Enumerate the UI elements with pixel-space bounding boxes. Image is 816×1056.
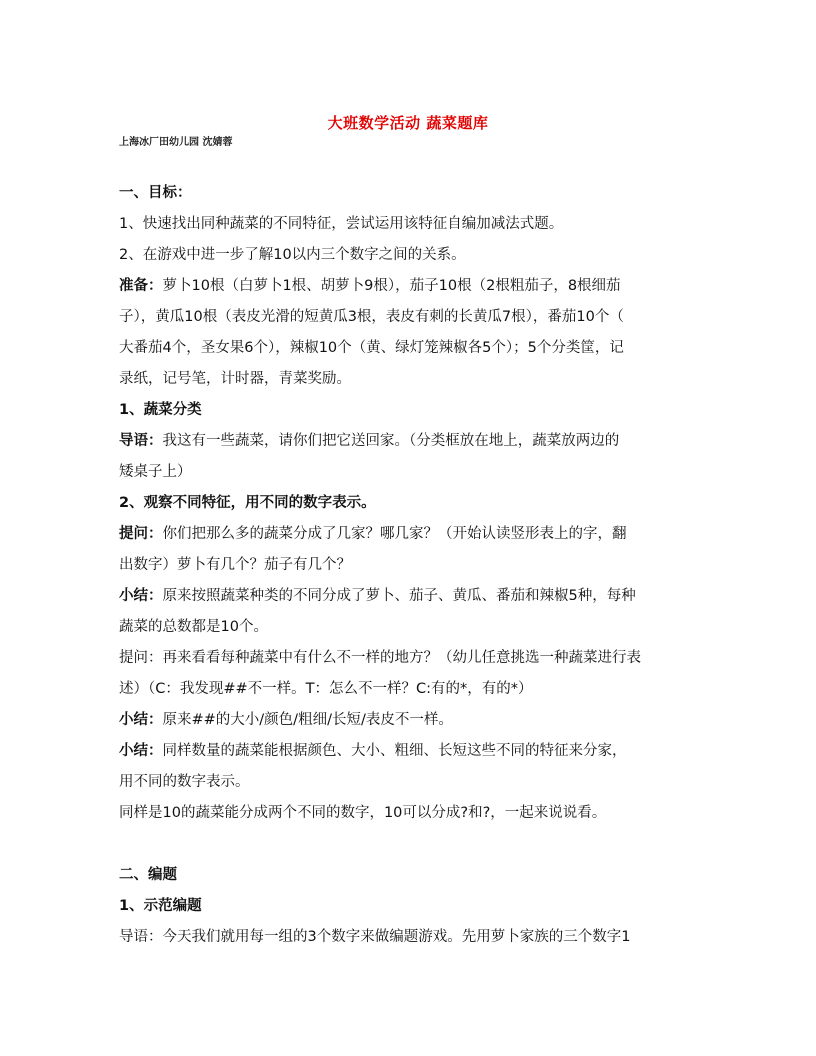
author-line: 上海冰厂田幼儿园 沈婧蓉 [119,137,233,148]
bold-lead: 提问： [119,526,163,542]
line-text: 子），黄瓜10根（表皮光滑的短黄瓜3根，表皮有刺的长黄瓜7根），番茄10个（ [119,309,624,325]
bold-lead: 二、编题 [119,867,177,883]
blank-line [119,829,699,860]
text-line [119,736,699,767]
text-line [119,705,699,736]
line-text: 同样数量的蔬菜能根据颜色、大小、粗细、长短这些不同的特征来分家， [162,743,627,759]
text-line [119,767,699,798]
bold-lead: 一、目标： [119,185,192,201]
bold-lead: 1、蔬菜分类 [119,402,202,418]
text-line [119,333,699,364]
line-text: 蔬菜的总数都是10个。 [119,619,268,635]
text-line [119,395,699,426]
text-line [119,209,699,240]
line-text: 你们把那么多的蔬菜分成了几家？哪几家？（开始认读竖形表上的字，翻 [162,526,627,542]
line-text: 我这有一些蔬菜，请你们把它送回家。（分类框放在地上，蔬菜放两边的 [162,433,620,449]
text-line [119,426,699,457]
line-text: 用不同的数字表示。 [119,774,250,790]
line-text: 2、在游戏中进一步了解10以内三个数字之间的关系。 [119,247,466,263]
bold-lead: 小结： [119,712,163,728]
line-text: 1、快速找出同种蔬菜的不同特征，尝试运用该特征自编加减法式题。 [119,216,564,232]
text-line [119,519,699,550]
line-text: 大番茄4个，圣女果6个），辣椒10个（黄、绿灯笼辣椒各5个）；5个分类筐，记 [119,340,624,356]
bold-lead: 准备： [119,278,163,294]
text-line [119,271,699,302]
line-text: 矮桌子上） [119,464,192,480]
line-text: 原来按照蔬菜种类的不同分成了萝卜、茄子、黄瓜、番茄和辣椒5种，每种 [162,588,636,604]
document-body [119,178,699,953]
line-text: 录纸，记号笔，计时器，青菜奖励。 [119,371,351,387]
bold-lead: 小结： [119,743,163,759]
text-line [119,674,699,705]
line-text: 出数字）萝卜有几个？茄子有几个？ [119,557,351,573]
text-line [119,178,699,209]
line-text: 导语：今天我们就用每一组的3个数字来做编题游戏。先用萝卜家族的三个数字1 [119,929,631,945]
line-text: 萝卜10根（白萝卜1根、胡萝卜9根），茄子10根（2根粗茄子，8根细茄 [162,278,621,294]
text-line [119,612,699,643]
line-text: 原来##的大小/颜色/粗细/长短/表皮不一样。 [162,712,453,728]
document-title: 大班数学活动 蔬菜题库 [327,114,489,132]
text-line [119,550,699,581]
text-line [119,488,699,519]
text-line [119,581,699,612]
bold-lead: 导语： [119,433,163,449]
text-line [119,922,699,953]
text-line [119,302,699,333]
bold-lead: 小结： [119,588,163,604]
text-line [119,643,699,674]
text-line [119,240,699,271]
text-line [119,457,699,488]
bold-lead: 1、示范编题 [119,898,202,914]
line-text: 提问：再来看看每种蔬菜中有什么不一样的地方？（幼儿任意挑选一种蔬菜进行表 [119,650,641,666]
line-text: 同样是10的蔬菜能分成两个不同的数字，10可以分成?和?，一起来说说看。 [119,805,607,821]
text-line [119,798,699,829]
text-line [119,364,699,395]
line-text: 述）（C：我发现##不一样。T：怎么不一样？C:有的*，有的*） [119,681,533,697]
text-line [119,860,699,891]
text-line [119,891,699,922]
bold-lead: 2、观察不同特征，用不同的数字表示。 [119,495,376,511]
